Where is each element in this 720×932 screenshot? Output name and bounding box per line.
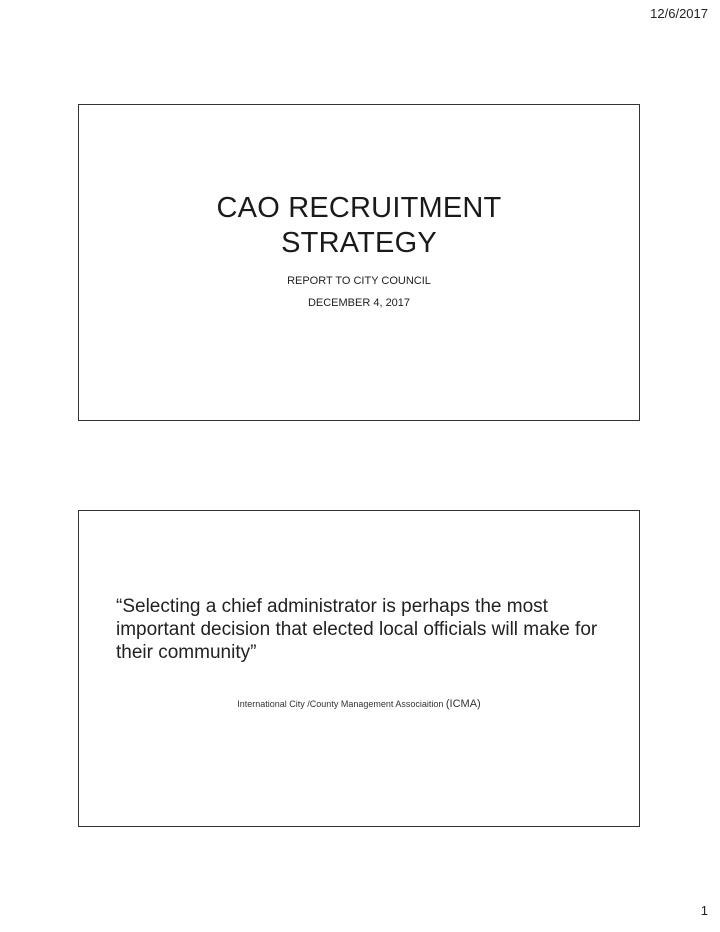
slide-quote: [78, 510, 640, 827]
quote-source-abbr: (ICMA): [445, 698, 481, 710]
slide-title: [78, 104, 640, 421]
handout-date: 12/6/2017: [650, 6, 708, 21]
title-line-2: STRATEGY: [281, 227, 437, 259]
title-line-1: CAO RECRUITMENT: [216, 192, 502, 224]
quote-source: [79, 698, 639, 710]
slide-subtitle-date: DECEMBER 4, 2017: [307, 297, 411, 309]
quote-source-name: International City /County Management Associaition: [237, 699, 446, 709]
slide-title-heading: [79, 191, 639, 261]
quote-text: “Selecting a chief administrator is perhaps the most important decision that elected local officials will make for their community”: [116, 596, 598, 663]
slide-subtitle-report: REPORT TO CITY COUNCIL: [287, 275, 431, 287]
page-number: 1: [700, 903, 708, 918]
